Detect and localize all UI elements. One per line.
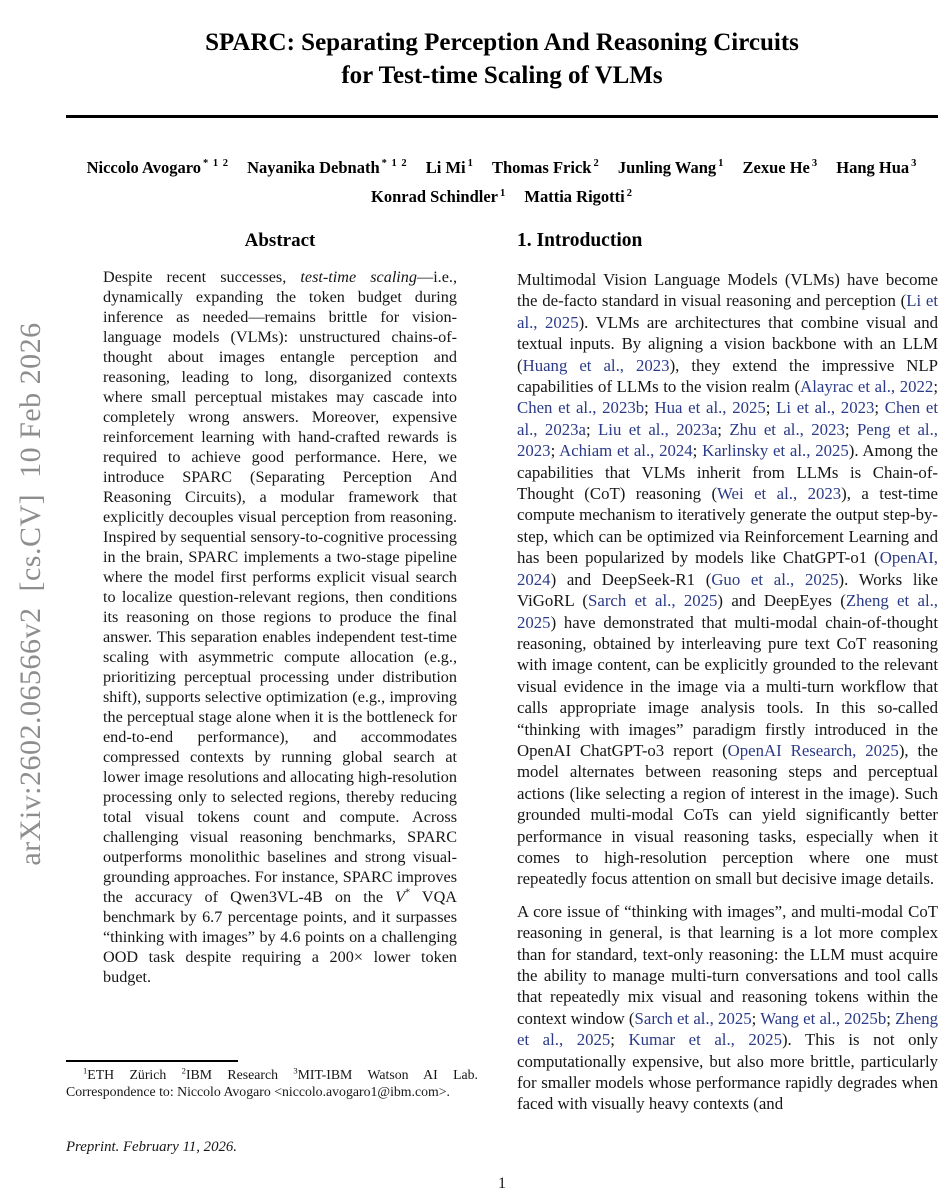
author-affiliation-marker: 1 [500,187,507,199]
text-segment: 3 [293,1065,298,1076]
author-list [66,151,938,210]
author-affiliation-marker: 2 [593,158,600,169]
text-segment: ; [933,377,938,397]
text-segment: ; [585,419,599,439]
text-segment: A core issue of “thinking with images”, and multi-modal CoT reasoning in general, is that learning is a lot more complex than for standard, text-only reasoning: the LLM must acquire the ability to manage multi-turn conversations and tool calls that repeatedly mix visual and reasoning tokens within the context window ( [517,901,938,1028]
author [87,158,229,177]
text-segment: 1 [83,1065,88,1076]
author-row-2 [66,181,938,211]
author-affiliation-marker: 1 [467,158,474,169]
text-segment: ), the model alternates between reasoning steps and perceptual actions (like selecting a region of interest in the image). Such grounded multi-modal CoTs can yield significantly better performance in visual reasoning tasks, especially when it comes to high-resolution perception where one must repeatedly focus attention on small but decisive image details. [517,740,939,889]
author [371,187,506,206]
citation-link[interactable]: Li et al., 2025 [517,291,938,332]
text-segment: ; [550,441,560,461]
text-segment: ). VLMs are architectures that combine visual and textual inputs. By aligning a vision backbone with an LLM ( [517,312,938,375]
author-name: Junling Wang [617,157,717,177]
author-name: Thomas Frick [492,157,592,177]
text-segment: ; [692,441,703,461]
text-segment: V [395,888,406,906]
right-column [517,230,938,1126]
text-segment: ; [886,1008,896,1028]
text-segment: ETH Zürich [87,1067,182,1082]
footnote-divider [66,1060,238,1062]
text-segment: ), a test-time compute mechanism to iteratively generate the output step-by-step, which can be optimized via Reinforcement Learning and has been popularized by models like ChatGPT-o1 ( [517,484,939,568]
author [618,158,725,177]
author [836,158,917,177]
citation-link[interactable]: Alayrac et al., 2022 [800,377,934,397]
author [247,158,408,177]
text-segment: ) have demonstrated that multi-modal chain-of-thought reasoning, obtained by interleaving pure text CoT reasoning with image content, can be explicitly grounded to the relevant visual evidence in the image via a multi-turn workflow that calls appropriate image analysis tools. In this so-called “thinking with images” paradigm firstly introduced in the OpenAI ChatGPT-o3 report ( [517,612,938,760]
author [743,158,819,177]
abstract-heading: Abstract [244,230,316,251]
text-segment: ) and DeepEyes ( [717,591,846,611]
author [426,158,474,177]
text-segment: ) and DeepSeek-R1 ( [550,569,712,589]
text-segment: Multimodal Vision Language Models (VLMs) have become the de-facto standard in visual reasoning and perception ( [517,270,938,311]
text-segment: ; [844,419,857,439]
author-affiliation-marker: 3 [911,158,918,169]
text-segment: MIT-IBM Watson AI Lab. Correspondence to: Niccolo Avogaro [66,1067,478,1099]
citation-link[interactable]: Hua et al., 2025 [654,398,766,418]
text-segment: ; [610,1030,629,1050]
author-affiliation-marker: 3 [811,158,819,169]
preprint-note: Preprint. February 11, 2026. [66,1139,237,1155]
paper-title [66,26,938,92]
intro-paragraph-2 [517,901,938,1115]
text-segment: ). Among the capabilities that VLMs inherit from LLMs is Chain-of-Thought (CoT) reasoning ( [517,441,938,504]
text-segment: —i.e., dynamically expanding the token budget during inference as needed—remains brittle for vision-language models (VLMs): unstructured chains-of-thought about images entangle perception and reasoning, leading to long, disorganized contexts where small perceptual mistakes may cascade into completely wrong answers. Moreover, expensive reinforcement learning with hand-crafted rewards is required to achieve good performance. Here, we introduce SPARC (Separating Perception And Reasoning Circuits), a modular framework that explicitly decouples visual perception from reasoning. Inspired by sequential sensory-to-cognitive processing in the brain, SPARC implements a two-stage pipeline where the model first performs explicit visual search to localize question-relevant regions, then conditions its reasoning on those regions to produce the final answer. This separation enables independent test-time scaling with asymmetric compute allocation (e.g., prioritizing perceptual processing under distribution shift), supports selective optimization (e.g., improving the perceptual stage alone when it is the bottleneck for end-to-end performance), and accommodates compressed contexts by running global search at lower image resolutions and allocating high-resolution processing only to selected regions, thereby reducing total visual tokens count and compute. Across challenging visual reasoning benchmarks, SPARC outperforms monolithic baselines and strong visual-grounding approaches. For instance, SPARC improves the accuracy of Qwen3VL-4B on the [103,268,458,906]
citation-link[interactable]: Wang et al., 2025b [760,1008,887,1028]
text-segment: ; [751,1008,761,1028]
text-segment: ). Works like ViGoRL ( [517,569,938,611]
arxiv-watermark: arXiv:2602.06566v2 [cs.CV] 10 Feb 2026 [14,322,47,866]
citation-link[interactable]: OpenAI, 2024 [517,548,938,589]
citation-link[interactable]: Sarch et al., 2025 [634,1008,752,1028]
citation-link[interactable]: Zheng et al., 2025 [517,1008,938,1050]
author-name: Mattia Rigotti [524,187,625,206]
author-name: Konrad Schindler [371,187,498,206]
citation-link[interactable]: Peng et al., 2023 [517,419,938,461]
citation-link[interactable]: Wei et al., 2023 [717,484,842,504]
text-segment: test-time scaling [300,268,417,286]
author-row-1 [66,151,938,181]
citation-link[interactable]: Zheng et al., 2025 [517,591,939,632]
author-name: Zexue He [742,157,810,177]
text-segment: Despite recent successes, [103,268,301,286]
author [524,187,633,206]
citation-link[interactable]: Li et al., 2023 [776,398,875,418]
text-segment: ). This is not only computationally expensive, but also more brittle, particularly for smaller models whose performance rapidly degrades when faced with visually heavy contexts (and [517,1030,938,1114]
left-column [66,230,473,987]
citation-link[interactable]: Huang et al., 2023 [522,355,670,375]
author-name: Li Mi [425,157,466,177]
author-affiliation-marker: 2 [626,187,633,199]
title-divider [66,115,938,118]
email-link[interactable]: <niccolo.avogaro1@ibm.com> [274,1084,447,1099]
author-name: Niccolo Avogaro [86,157,201,177]
citation-link[interactable]: Achiam et al., 2024 [559,441,693,461]
citation-link[interactable]: Chen et al., 2023b [517,398,645,418]
text-segment: . [446,1084,450,1099]
author-affiliation-marker: 1 [718,158,725,169]
affiliations-footnote [66,1066,478,1100]
text-segment: * [405,887,411,899]
citation-link[interactable]: Zhu et al., 2023 [729,419,845,439]
page-number: 1 [498,1175,506,1192]
text-segment: 2 [181,1065,186,1076]
section-heading-introduction: 1. Introduction [517,230,643,251]
text-segment: ; [717,419,730,439]
citation-link[interactable]: Kumar et al., 2025 [628,1030,782,1050]
text-segment: ; [874,398,885,418]
citation-link[interactable]: Liu et al., 2023a [598,419,718,439]
text-segment: VQA benchmark by 6.7 percentage points, and it surpasses “thinking with images” by 4.6 points on a challenging OOD task despite requiring a 200× lower token budget. [103,888,457,986]
author-name: Hang Hua [836,157,910,177]
citation-link[interactable]: OpenAI Research, 2025 [727,740,899,760]
paper-title-line1: SPARC: Separating Perception And Reasoning Circuits [205,29,799,56]
abstract-text [103,267,457,987]
text-segment: ; [765,398,777,418]
author-name: Nayanika Debnath [247,157,380,177]
author-affiliation-marker: * 1 2 [381,158,408,169]
text-segment: IBM Research [185,1067,294,1082]
text-segment: ), they extend the impressive NLP capabilities of LLMs to the vision realm ( [517,355,939,397]
paper-title-line2: for Test-time Scaling of VLMs [341,62,663,89]
intro-paragraph-1 [517,269,938,890]
author-affiliation-marker: * 1 2 [203,158,229,169]
citation-link[interactable]: Karlinsky et al., 2025 [702,441,849,461]
text-segment: ; [644,398,655,418]
citation-link[interactable]: Guo et al., 2025 [711,569,839,589]
author [492,158,600,177]
citation-link[interactable]: Chen et al., 2023a [517,398,938,439]
citation-link[interactable]: Sarch et al., 2025 [588,591,718,611]
